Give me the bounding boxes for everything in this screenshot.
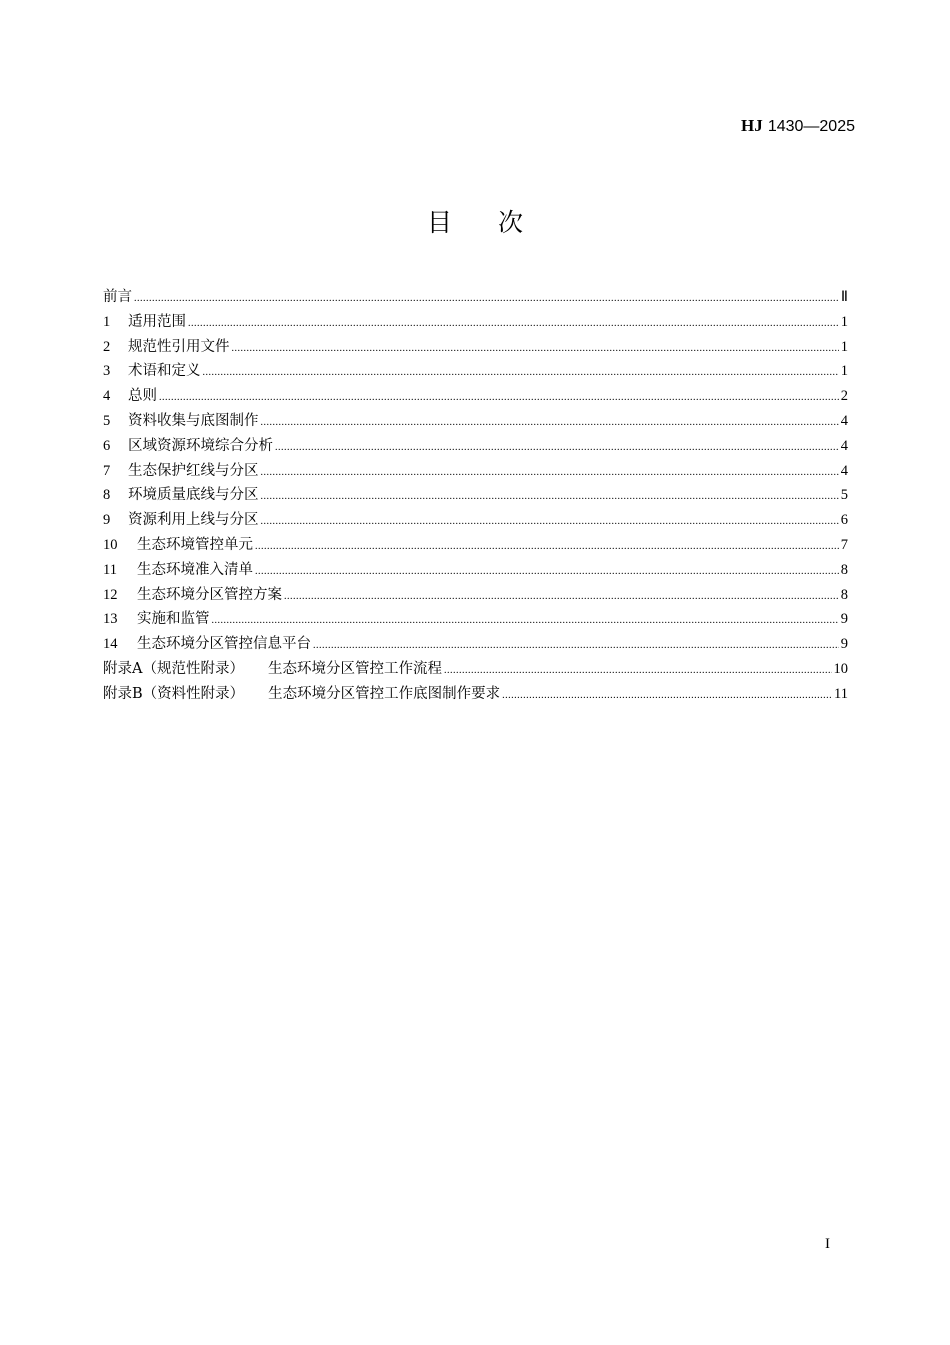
toc-entry-label: 区域资源环境综合分析 [128, 437, 273, 454]
toc-entry-number: 7 [103, 462, 111, 479]
toc-entry-title [137, 583, 282, 608]
toc-entry-number: 5 [103, 412, 111, 429]
toc-entry-page: 1 [840, 363, 848, 380]
toc-entry[interactable] [103, 310, 848, 335]
toc-entry-number: 9 [103, 512, 111, 529]
toc-entry-title [103, 285, 132, 310]
table-of-contents [103, 285, 848, 707]
toc-entry[interactable] [103, 459, 848, 484]
toc-entry-page: 7 [840, 536, 848, 553]
toc-entry-page: 8 [840, 586, 848, 603]
toc-entry-page: 9 [840, 611, 848, 628]
toc-entry-label: 生态环境准入清单 [137, 561, 253, 578]
toc-dot-leader [444, 659, 832, 684]
toc-entry-page: Ⅱ [840, 289, 848, 305]
toc-dot-leader [203, 361, 839, 386]
toc-entry-label: 实施和监管 [137, 611, 210, 628]
toc-entry-title [128, 335, 230, 360]
toc-dot-leader [134, 287, 839, 312]
toc-entry-label: 术语和定义 [128, 363, 201, 380]
toc-entry-label: 生态环境分区管控信息平台 [137, 636, 311, 653]
toc-entry-title [137, 558, 253, 583]
toc-entry-title [137, 632, 311, 657]
toc-dot-leader [159, 386, 839, 411]
toc-entry-subtitle: 生态环境分区管控工作底图制作要求 [268, 685, 501, 702]
toc-entry-title [103, 682, 500, 707]
toc-entry-title [128, 459, 259, 484]
toc-entry-page: 10 [833, 660, 848, 677]
toc-entry-label: 资源利用上线与分区 [128, 512, 259, 529]
toc-entry-number: 12 [103, 586, 118, 603]
toc-entry-title [128, 409, 259, 434]
toc-entry[interactable] [103, 409, 848, 434]
toc-entry-page: 8 [840, 561, 848, 578]
toc-entry-label: 生态保护红线与分区 [128, 462, 259, 479]
toc-entry[interactable] [103, 682, 848, 707]
toc-entry[interactable] [103, 607, 848, 632]
standard-code [741, 116, 855, 137]
toc-entry-page: 5 [840, 487, 848, 504]
toc-entry-label: 附录B（资料性附录） [103, 685, 245, 702]
toc-entry-label: 资料收集与底图制作 [128, 412, 259, 429]
toc-entry-page: 11 [834, 685, 848, 702]
toc-entry[interactable] [103, 657, 848, 682]
toc-dot-leader [261, 461, 839, 486]
toc-entry-page: 1 [840, 313, 848, 330]
toc-entry-title [128, 508, 259, 533]
toc-entry-label: 生态环境管控单元 [137, 536, 253, 553]
toc-entry-number: 11 [103, 561, 117, 578]
toc-entry-label: 规范性引用文件 [128, 338, 230, 355]
toc-entry-label: 前言 [103, 289, 132, 305]
toc-entry-number: 3 [103, 363, 111, 380]
toc-entry-page: 6 [840, 512, 848, 529]
toc-dot-leader [275, 436, 839, 461]
toc-entry-label: 环境质量底线与分区 [128, 487, 259, 504]
toc-entry[interactable] [103, 533, 848, 558]
toc-entry-page: 2 [840, 388, 848, 405]
toc-title: 目次 [426, 208, 569, 237]
toc-entry[interactable] [103, 583, 848, 608]
toc-entry-title [128, 384, 157, 409]
toc-entry-number: 2 [103, 338, 111, 355]
toc-entry-number: 1 [103, 313, 111, 330]
toc-dot-leader [261, 411, 839, 436]
toc-entry-page: 4 [840, 437, 848, 454]
toc-dot-leader [212, 609, 839, 634]
toc-entry-title [137, 607, 210, 632]
toc-entry-title [128, 434, 273, 459]
toc-entry[interactable] [103, 483, 848, 508]
toc-dot-leader [232, 337, 839, 362]
toc-entry-number: 8 [103, 487, 111, 504]
toc-entry[interactable] [103, 434, 848, 459]
standard-prefix: HJ [740, 116, 763, 135]
toc-entry-title [137, 533, 253, 558]
toc-entry-number: 10 [103, 536, 118, 553]
standard-number: 1430—2025 [767, 118, 855, 135]
toc-dot-leader [502, 684, 832, 709]
toc-entry[interactable] [103, 508, 848, 533]
page-number: I [825, 1236, 830, 1252]
toc-entry-title [128, 310, 186, 335]
toc-entry-page: 4 [840, 412, 848, 429]
toc-entry-number: 6 [103, 437, 111, 454]
toc-entry[interactable] [103, 285, 848, 310]
toc-dot-leader [284, 585, 839, 610]
toc-dot-leader [261, 485, 839, 510]
toc-entry-title [103, 657, 442, 682]
toc-entry[interactable] [103, 359, 848, 384]
toc-entry-number: 14 [103, 636, 118, 653]
toc-entry[interactable] [103, 558, 848, 583]
toc-entry[interactable] [103, 384, 848, 409]
toc-entry-title [128, 483, 259, 508]
toc-dot-leader [255, 560, 839, 585]
toc-entry-label: 生态环境分区管控方案 [137, 586, 282, 603]
toc-dot-leader [188, 312, 839, 337]
toc-entry-number: 13 [103, 611, 118, 628]
toc-entry-number: 4 [103, 388, 111, 405]
toc-entry[interactable] [103, 335, 848, 360]
toc-entry-label: 适用范围 [128, 313, 186, 330]
toc-dot-leader [261, 510, 839, 535]
toc-entry-page: 1 [840, 338, 848, 355]
toc-entry-page: 9 [840, 636, 848, 653]
toc-dot-leader [313, 634, 839, 659]
toc-entry[interactable] [103, 632, 848, 657]
toc-entry-title [128, 359, 201, 384]
toc-entry-label: 总则 [128, 388, 157, 405]
toc-entry-subtitle: 生态环境分区管控工作流程 [267, 660, 442, 677]
toc-entry-page: 4 [840, 462, 848, 479]
toc-entry-label: 附录A（规范性附录） [103, 660, 244, 677]
toc-dot-leader [255, 535, 839, 560]
